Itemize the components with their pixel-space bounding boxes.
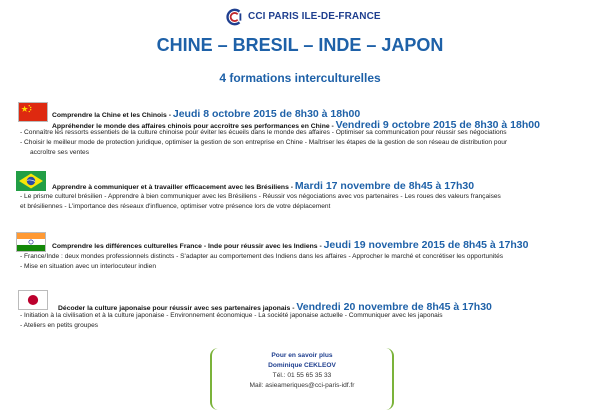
- japan-flag-icon: [18, 290, 48, 310]
- contact-email[interactable]: Mail: asieameriques@cci-paris-idf.fr: [249, 382, 355, 389]
- brazil-bullet-2: et brésiliennes - L'importance des réseaux d'influence, optimiser votre présence lors de votre déplacement: [20, 203, 331, 210]
- india-course-title: Comprendre les différences culturelles France - Inde pour réussir avec les Indiens -: [52, 243, 324, 250]
- page-subtitle: 4 formations interculturelles: [219, 71, 381, 85]
- japan-bullet-2: - Ateliers en petits groupes: [20, 322, 99, 329]
- brazil-course: [52, 176, 474, 194]
- china-course-2-title: Appréhender le monde des affaires chinois pour accroître ses performances en Chine -: [52, 123, 336, 130]
- china-course-1-date: Jeudi 8 octobre 2015 de 8h30 à 18h00: [172, 108, 361, 120]
- contact-heading: Pour en savoir plus: [271, 352, 333, 359]
- contact-phone: Tél.: 01 55 65 35 33: [272, 372, 332, 379]
- japan-course-date: Vendredi 20 novembre de 8h45 à 17h30: [296, 301, 492, 313]
- india-flag-icon: [16, 232, 46, 252]
- india-bullet-2: - Mise en situation avec un interlocuteur indien: [20, 263, 156, 270]
- china-bullet-3: accroître ses ventes: [30, 149, 90, 156]
- china-flag-icon: [18, 102, 48, 122]
- china-bullet-2: - Choisir le meilleur mode de protection juridique, optimiser la gestion de son entreprise en Chine - Maîtriser les étapes de la gestion de son réseau de distribution pour: [20, 139, 508, 146]
- page-title: CHINE – BRESIL – INDE – JAPON: [156, 35, 444, 55]
- brazil-course-date: Mardi 17 novembre de 8h45 à 17h30: [294, 180, 475, 192]
- brand-name: CCI PARIS ILE-DE-FRANCE: [248, 11, 381, 22]
- contact-person: Dominique CEKLEOV: [268, 362, 336, 369]
- japan-bullet-1: - Initiation à la civilisation et à la culture japonaise - Environnement économique - La société japonaise actuelle - Communiquer avec les japonais: [20, 312, 443, 319]
- india-bullet-1: - France/Inde : deux mondes professionnels distincts - S'adapter au comportement des Indiens dans les affaires - Approcher le marché et concrétiser les opportunités: [20, 253, 504, 260]
- china-course-1-title: Comprendre la Chine et les Chinois -: [52, 112, 173, 119]
- brazil-course-title: Apprendre à communiquer et à travailler efficacement avec les Brésiliens -: [52, 184, 295, 191]
- header: [0, 6, 600, 28]
- cci-logo-icon: [226, 8, 244, 26]
- brazil-flag-icon: [16, 171, 46, 191]
- india-course-date: Jeudi 19 novembre 2015 de 8h45 à 17h30: [323, 239, 529, 251]
- india-course: [52, 235, 528, 253]
- contact-box: [210, 348, 394, 410]
- japan-course-title: Décoder la culture japonaise pour réussir avec ses partenaires japonais -: [58, 305, 297, 312]
- brazil-bullet-1: - Le prisme culturel brésilien - Apprendre à bien communiquer avec les Brésiliens - Réussir vos négociations avec vos partenaires - Les roues des valeurs françaises: [20, 193, 501, 200]
- china-course-2-date: Vendredi 9 octobre 2015 de 8h30 à 18h00: [335, 119, 540, 131]
- china-bullet-1: - Connaître les ressorts essentiels de la culture chinoise pour éviter les écueils dans le monde des affaires - Optimiser sa communication pour réussir ses négociations: [20, 129, 507, 136]
